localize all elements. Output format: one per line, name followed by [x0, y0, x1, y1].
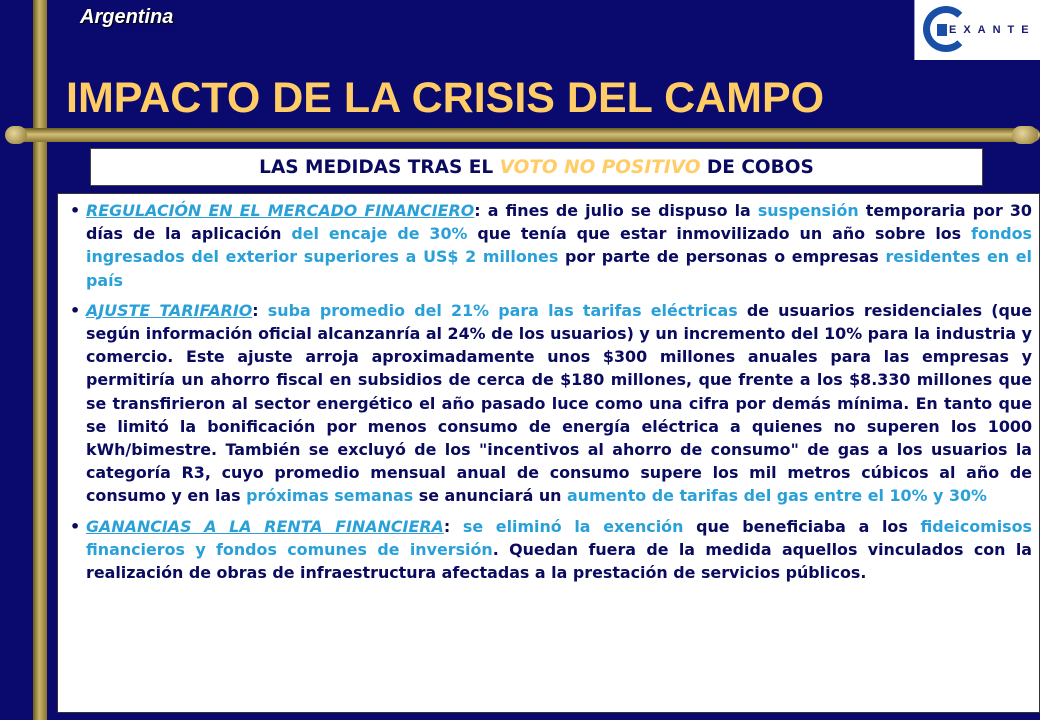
bar-cap-left	[5, 126, 27, 144]
highlighted-text: aumento de tarifas del gas entre el 10% y 30%	[567, 486, 987, 506]
highlighted-text: próximas semanas	[246, 486, 414, 506]
country-label: Argentina	[80, 6, 174, 28]
highlighted-text: se eliminó la exención	[462, 516, 684, 536]
body-text: que tenía que estar inmovilizado un año sobre los	[467, 224, 972, 244]
section-subtitle	[90, 148, 983, 186]
highlighted-text: fondos ingresados del exterior superiores a US$ 2 millones	[86, 224, 1032, 267]
body-text: por parte de personas o empresas	[558, 247, 886, 267]
subtitle-suffix: DE COBOS	[700, 157, 814, 178]
body-text: de usuarios residenciales (que según información oficial alcanzanría al 24% de los usuarios) y un incremento del 10% para la industria y comercio. Este ajuste arroja aproximadamente unos $300 millones anuales para las empresas y permitiría un ahorro fiscal en subsidios de cerca de $180 millones, que frente a los $8.330 millones que se transfirieron al sector energético el año pasado luce como una cifra por demás mínima. En tanto que se limitó la bonificación por menos consumo de energía eléctrica a quienes no superen los 1000 kWh/bimestre. También se excluyó de los "incentivos al ahorro de consumo" de gas a los usuarios la categoría R3, cuyo promedio mensual anual de consumo supere los mil metros cúbicos al año de consumo y en las	[86, 300, 1032, 506]
page-title: IMPACTO DE LA CRISIS DEL CAMPO	[66, 74, 825, 122]
highlighted-text: residentes en el país	[86, 247, 1032, 290]
bullet-icon: •	[70, 516, 81, 536]
bullet-icon: •	[70, 201, 81, 220]
horizontal-gold-bar	[8, 128, 1040, 142]
highlighted-text: suba promedio del 21% para las tarifas eléctricas	[267, 300, 738, 320]
body-text: : a fines de julio se dispuso la	[474, 201, 758, 220]
bullet-icon: •	[70, 300, 81, 320]
list-item	[66, 199, 1032, 292]
item-heading: GANANCIAS A LA RENTA FINANCIERA	[86, 516, 444, 536]
bar-cap-right	[1012, 126, 1038, 144]
list-item	[66, 299, 1032, 508]
logo-mark-icon	[937, 24, 947, 36]
item-heading: REGULACIÓN EN EL MERCADO FINANCIERO	[86, 201, 475, 220]
highlighted-text: del encaje de 30%	[291, 224, 468, 244]
logo-text: EXANTE	[949, 24, 1036, 36]
vertical-gold-bar	[33, 0, 47, 720]
body-text: . Quedan fuera de la medida aquellos vinculados con la realización de obras de infraestructura afectadas a la prestación de servicios públicos.	[86, 539, 1033, 583]
highlighted-text: suspensión	[757, 201, 859, 220]
body-text: :	[443, 516, 463, 536]
body-text: que beneficiaba a los	[683, 516, 921, 536]
subtitle-highlight: VOTO NO POSITIVO	[499, 157, 701, 178]
body-text: se anunciará un	[413, 486, 568, 506]
highlighted-text: fideicomisos financieros y fondos comunes de inversión	[86, 516, 1033, 559]
item-heading: AJUSTE TARIFARIO	[86, 300, 253, 320]
exante-logo	[914, 0, 1040, 60]
content-box	[57, 193, 1040, 713]
list-item	[66, 515, 1032, 585]
body-text: temporaria por 30 días de la aplicación	[86, 201, 1032, 244]
body-text: :	[252, 300, 268, 320]
subtitle-prefix: LAS MEDIDAS TRAS EL	[259, 157, 500, 178]
